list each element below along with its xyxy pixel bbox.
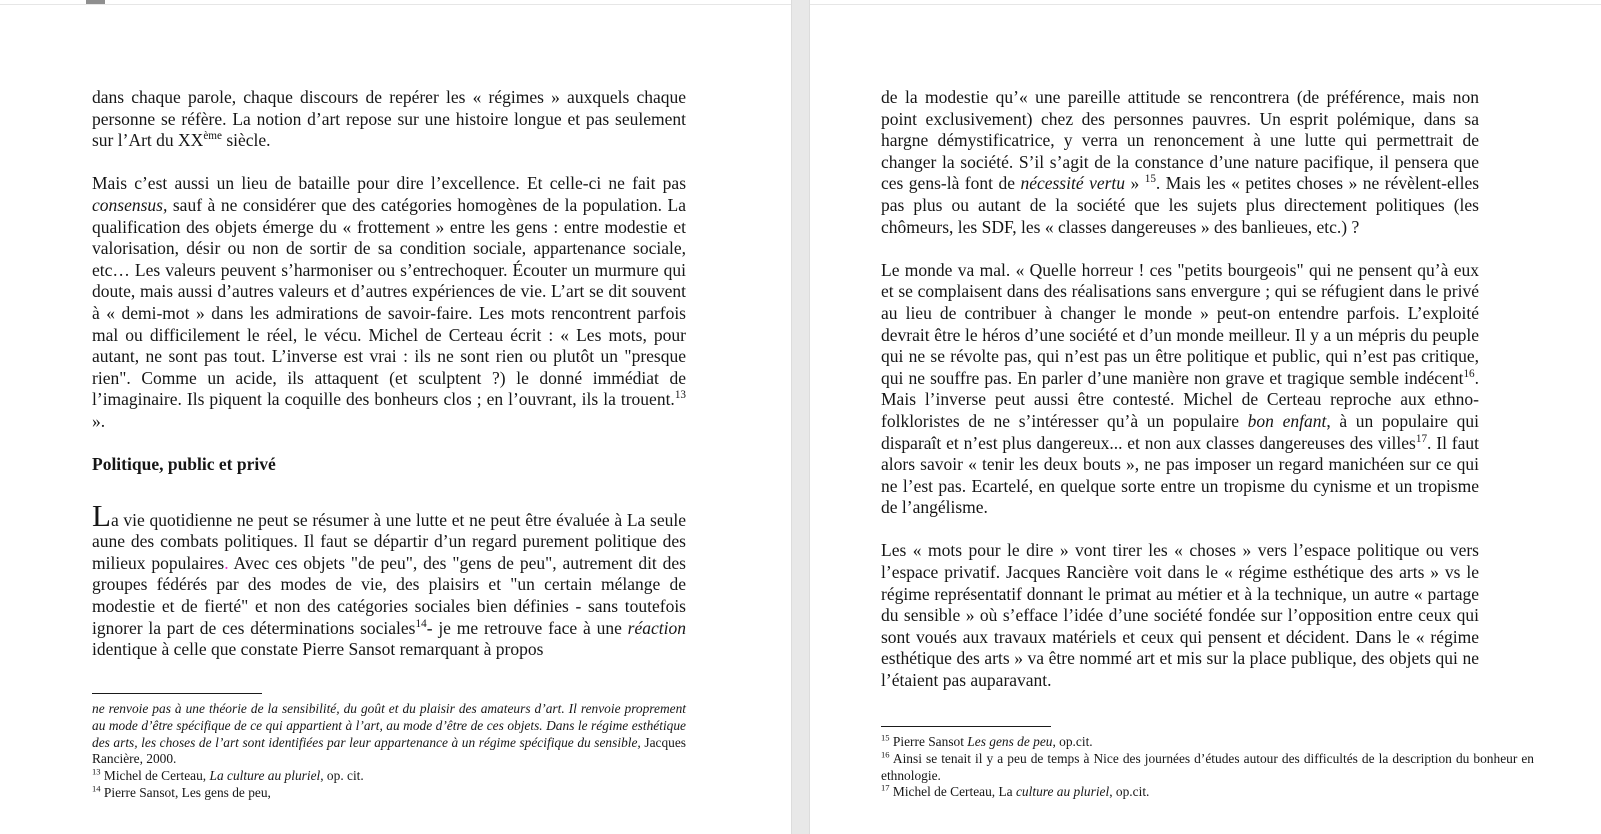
footnotes-left <box>92 693 686 802</box>
footnote: $^{14}$ Pierre Sansot, Les gens de peu, <box>92 783 271 800</box>
section-heading: Politique, public et privé <box>92 454 276 475</box>
footnote: $^{17}$ Michel de Certeau, La culture au pluriel, op.cit. <box>881 782 1150 800</box>
paragraph: Mais c’est aussi un lieu de bataille pour dire l’excellence. Et celle-ci ne fait pas consensus, sauf à ne considérer que des catégories homogènes de la population. La qualification des objets émerge du « frottement » entre les gens : entre modestie et valorisation, désir ou non de sortir de sa condition sociale, appartenance sociale, etc… Les valeurs peuvent s’harmoniser ou s’entrechoquer. Écouter un murmure qui doute, mais aussi d’autres valeurs et d’autres expériences de vie. L’art se dit souvent à « demi-mot » dans les admirations de savoir-faire. Les mots rencontrent parfois mal ou difficilement le réel, le vécu. Michel de Certeau écrit : « Les mots, pour autant, ne sont pas tout. L’inverse est vrai : ils ne sont rien ou plutôt un "presque rien". Comme un acide, ils attaquent (et sculptent ?) le donné immédiat de l’imaginaire. Ils piquent la coquille des bonheurs clos ; en l’ouvrant, ils la trouent.$^{13}$ ». <box>92 173 686 431</box>
document-page-right <box>881 87 1479 713</box>
footnote: $^{13}$ Michel de Certeau, La culture au pluriel, op. cit. <box>92 766 364 784</box>
document-page-left <box>92 87 686 682</box>
paragraph: Le monde va mal. « Quelle horreur ! ces "petits bourgeois" qui ne pensent qu’à eux et se complaisent dans des réalisations sans envergure ; qui se réfugient dans le privé au lieu de contribuer à changer le monde » peut-on entendre parfois. L’exploité devrait être le héros d’une société et d’un monde meilleur. Il y a un mépris du peuple qui ne se révolte pas, qui n’est pas un être politique et public, qui n’est pas critique, qui ne souffre pas. En parler d’une manière non grave et tragique semble indécent$^{16}$. Mais l’inverse peut aussi être contesté. Michel de Certeau reproche aux ethno- folkloristes de ne s’intéresser qu’à un populaire bon enfant, à un populaire qui disparaît et n’est plus dangereux... et non aux classes dangereuses des villes$^{17}$. Il faut alors savoir « tenir les deux bouts », ne pas imposer un regard manichéen sur ce qui ne l’est pas. Ecartelé, en quelque sorte entre un tropisme du cynisme et un tropisme de l’angélisme. <box>881 259 1479 518</box>
footnote: $^{16}$ Ainsi se tenait il y a peu de temps à Nice des journées d’études autour des difficultés de la description du bonheur en ethnologie. <box>881 749 1534 783</box>
footnotes-right <box>881 726 1534 801</box>
page-gutter-divider <box>791 0 810 834</box>
paragraph: de la modestie qu’« une pareille attitude se rencontrera (de préférence, mais non point exclusivement) chez des personnes pauvres. Un esprit polémique, dans sa hargne démystificatrice, y verra un renoncement à une lutte qui permettrait de changer la société. S’il s’agit de la constance d’une nature pacifique, il pensera que ces gens-là font de nécessité vertu » $^{15}$. Mais les « petites choses » ne révèlent-elles pas plus ou autant de la société que les sujets plus directement politiques (les chômeurs, les SDF, les « classes dangereuses » des banlieues, etc.) ? <box>881 87 1480 237</box>
paragraph: Les « mots pour le dire » vont tirer les « choses » vers l’espace politique ou vers l’espace privatif. Jacques Rancière voit dans le « régime esthétique des arts » vs le régime représentatif donnant le primat au métier et à la technique, un autre « partage du sensible » où s’efface l’idée d’une société fondée sur l’opposition entre ceux qui sont voués aux travaux matériels et ceux qui pensent et décident. Dans le « régime esthétique des arts » va être nommé art et mis sur la place publique, des objets qui ne l’étaient pas auparavant. <box>881 540 1479 691</box>
footnote: ne renvoie pas à une théorie de la sensibilité, du goût et du plaisir des amateurs d’art. Il renvoie proprement au mode d’être spécifique de ce qui appartient à l’art, au mode d’être de ces objets. Dans le régime esthétique des arts, les choses de l’art sont identifiées par leur appartenance à un régime spécifique du sensible, Jacques Rancière, 2000. <box>92 701 686 767</box>
paragraph: dans chaque parole, chaque discours de repérer les « régimes » auxquels chaque personne se réfère. La notion d’art repose sur une histoire longue et pas seulement sur l’Art du XXème siècle. <box>92 87 686 151</box>
footnote-separator <box>881 726 1051 727</box>
paragraph-text: a vie quotidienne ne peut se résumer à une lutte et ne peut être évaluée à La seule aune des combats politiques. Il faut se départir d’un regard purement politique des milieux populaires. Avec ces objets "de peu", des "gens de peu", autrement dit des groupes fédérés par des modes de vie, des plaisirs et "un certain mélange de modestie et de fierté" et non des catégories sociales bien définies - sans toutefois ignorer la part de ces déterminations sociales$^{14}$- je me retrouve face à une réaction identique à celle que constate Pierre Sansot remarquant à propos <box>92 509 686 660</box>
paragraph <box>92 497 686 661</box>
footnote: $^{15}$ Pierre Sansot Les gens de peu, op.cit. <box>881 732 1093 749</box>
footnote-separator <box>92 693 262 694</box>
dropcap-letter: L <box>92 497 111 533</box>
scrollbar-thumb-fragment[interactable] <box>86 0 105 4</box>
